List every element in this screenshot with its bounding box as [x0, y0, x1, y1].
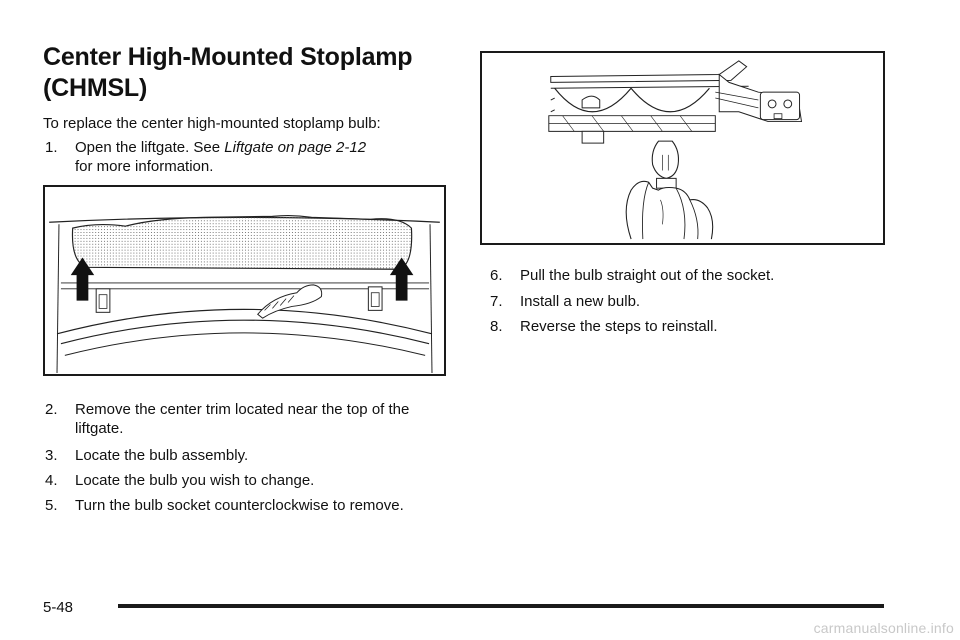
step-text: Locate the bulb assembly.	[75, 447, 249, 464]
step-8	[490, 317, 890, 336]
step-number: 3.	[45, 447, 58, 464]
step-text: Locate the bulb you wish to change.	[75, 472, 315, 489]
liftgate-reference-link[interactable]: Liftgate on page 2-12	[224, 139, 367, 156]
step-4	[45, 471, 445, 490]
step-number: 4.	[45, 472, 58, 489]
step-text: Pull the bulb straight out of the socket.	[520, 267, 775, 284]
page-number: 5-48	[43, 599, 74, 616]
watermark: carmanualsonline.info	[813, 620, 954, 636]
step-2	[45, 400, 445, 438]
step-text: Turn the bulb socket counterclockwise to remove.	[75, 497, 404, 514]
page-title: Center High-Mounted Stoplamp (CHMSL)	[43, 43, 413, 102]
step-number: 5.	[45, 497, 58, 514]
step-text: Reverse the steps to reinstall.	[520, 318, 718, 335]
step-text: Remove the center trim located near the top of the liftgate.	[75, 401, 410, 437]
step-1	[45, 138, 445, 176]
footer-rule	[118, 604, 884, 608]
step-number: 8.	[490, 318, 503, 335]
step-7	[490, 292, 890, 311]
step-number: 2.	[45, 401, 58, 418]
bulb-socket-illustration	[480, 51, 885, 245]
step-text-continued: for more information.	[75, 158, 214, 175]
intro-text: To replace the center high-mounted stoplamp bulb:	[43, 115, 381, 132]
step-number: 7.	[490, 293, 503, 310]
step-3	[45, 446, 445, 465]
liftgate-trim-drawing	[45, 187, 444, 374]
liftgate-trim-illustration	[43, 185, 446, 376]
step-6	[490, 266, 890, 285]
step-text: Open the liftgate. See	[75, 139, 225, 156]
step-5	[45, 496, 455, 515]
step-number: 1.	[45, 139, 58, 156]
bulb-socket-drawing	[482, 53, 883, 243]
step-number: 6.	[490, 267, 503, 284]
step-text: Install a new bulb.	[520, 293, 641, 310]
